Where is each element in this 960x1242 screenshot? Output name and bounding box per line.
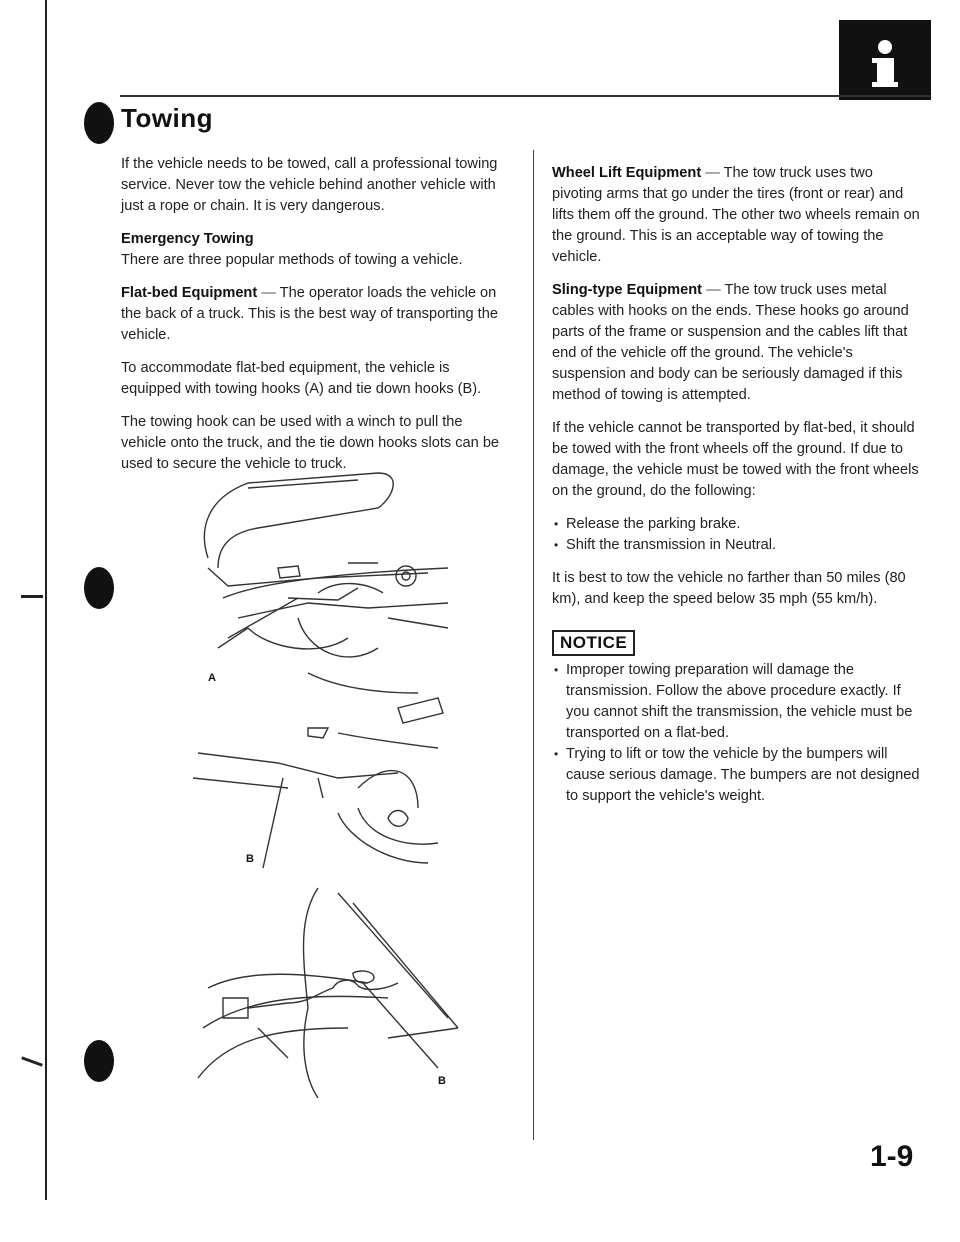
binding-dot-2: [84, 567, 114, 609]
wheel-lift-paragraph: Wheel Lift Equipment — The tow truck uses two pivoting arms that go under the tires (front or rear) and lifts them off the ground. The other two wheels remain on the ground. This is an acceptable way of towing the vehicle.: [552, 165, 920, 265]
list-item: • Improper towing preparation will damage the transmission. Follow the above procedure exactly. If you cannot shift the transmission, the vehicle must be transported on a flat-bed.: [552, 660, 922, 744]
binding-line: [45, 60, 47, 1200]
rear-tie-down-illustration: [188, 668, 463, 868]
binding-tick-arrow-lower: [21, 1056, 43, 1066]
distance-paragraph: It is best to tow the vehicle no farther than 50 miles (80 km), and keep the speed below 35 mph (55 km/h).: [552, 570, 906, 607]
sling-paragraph: Sling-type Equipment — The tow truck uses metal cables with hooks on the ends. These hooks go around parts of the frame or suspension and the cables lift that end of the vehicle off the ground. The vehicle's suspension and body can be seriously damaged if this method of towing is attempted.: [552, 282, 909, 403]
notice-badge: NOTICE: [552, 630, 635, 656]
front-tie-down-illustration: [188, 878, 463, 1098]
emergency-towing-text: There are three popular methods of towing a vehicle.: [121, 252, 463, 268]
binding-tick-arrow: [21, 595, 43, 598]
column-divider: [533, 150, 534, 1140]
list-item: • Release the parking brake.: [552, 514, 922, 535]
list-item: • Shift the transmission in Neutral.: [552, 535, 922, 556]
binding-line-top: [45, 0, 47, 60]
right-column: [552, 163, 922, 819]
cannot-flatbed-paragraph: If the vehicle cannot be transported by flat-bed, it should be towed with the front wheels off the ground. If due to damage, the vehicle must be towed with the front wheels on the ground, do the following:: [552, 420, 919, 499]
sling-label: Sling-type Equipment: [552, 282, 702, 298]
flatbed-paragraph: Flat-bed Equipment — The operator loads the vehicle on the back of a truck. This is the best way of transporting the vehicle.: [121, 285, 498, 343]
binding-dot-1: [84, 102, 114, 144]
sling-text: The tow truck uses metal cables with hooks on the ends. These hooks go around parts of the frame or suspension and the cables lift that end of the vehicle off the ground. The vehicle's suspension and body can be seriously damaged if this method of towing is attempted.: [552, 282, 909, 403]
label-b-1: B: [246, 853, 254, 865]
info-icon: [839, 20, 931, 100]
flatbed-label: Flat-bed Equipment: [121, 285, 258, 301]
flatbed-text: The operator loads the vehicle on the back of a truck. This is the best way of transporting the vehicle.: [121, 285, 498, 343]
binding-dot-3: [84, 1040, 114, 1082]
label-b-2: B: [438, 1075, 446, 1087]
intro-paragraph: If the vehicle needs to be towed, call a professional towing service. Never tow the vehicle behind another vehicle with just a rope or chain. It is very dangerous.: [121, 156, 498, 214]
list-item: • Trying to lift or tow the vehicle by the bumpers will cause serious damage. The bumpers are not designed to support the vehicle's weight.: [552, 744, 922, 807]
header-rule: [120, 95, 930, 97]
notice-list: [552, 660, 922, 807]
emergency-towing-heading: Emergency Towing: [121, 231, 254, 247]
towing-steps-list: [552, 514, 922, 556]
towing-hook-illustration: [188, 468, 463, 683]
page-title: Towing: [121, 103, 214, 133]
left-column: [121, 154, 511, 487]
label-a: A: [208, 672, 216, 684]
winch-paragraph: The towing hook can be used with a winch to pull the vehicle onto the truck, and the tie down hooks slots can be used to secure the vehicle to truck.: [121, 414, 500, 472]
emergency-towing-section: [121, 229, 511, 271]
page-number: 1-9: [870, 1140, 914, 1173]
wheel-lift-label: Wheel Lift Equipment: [552, 165, 702, 181]
wheel-lift-text: The tow truck uses two pivoting arms that go under the tires (front or rear) and lifts them off the ground. The other two wheels remain on the ground. This is an acceptable way of towing the vehicle.: [552, 165, 920, 265]
accommodate-paragraph: To accommodate flat-bed equipment, the vehicle is equipped with towing hooks (A) and tie down hooks (B).: [121, 360, 482, 397]
